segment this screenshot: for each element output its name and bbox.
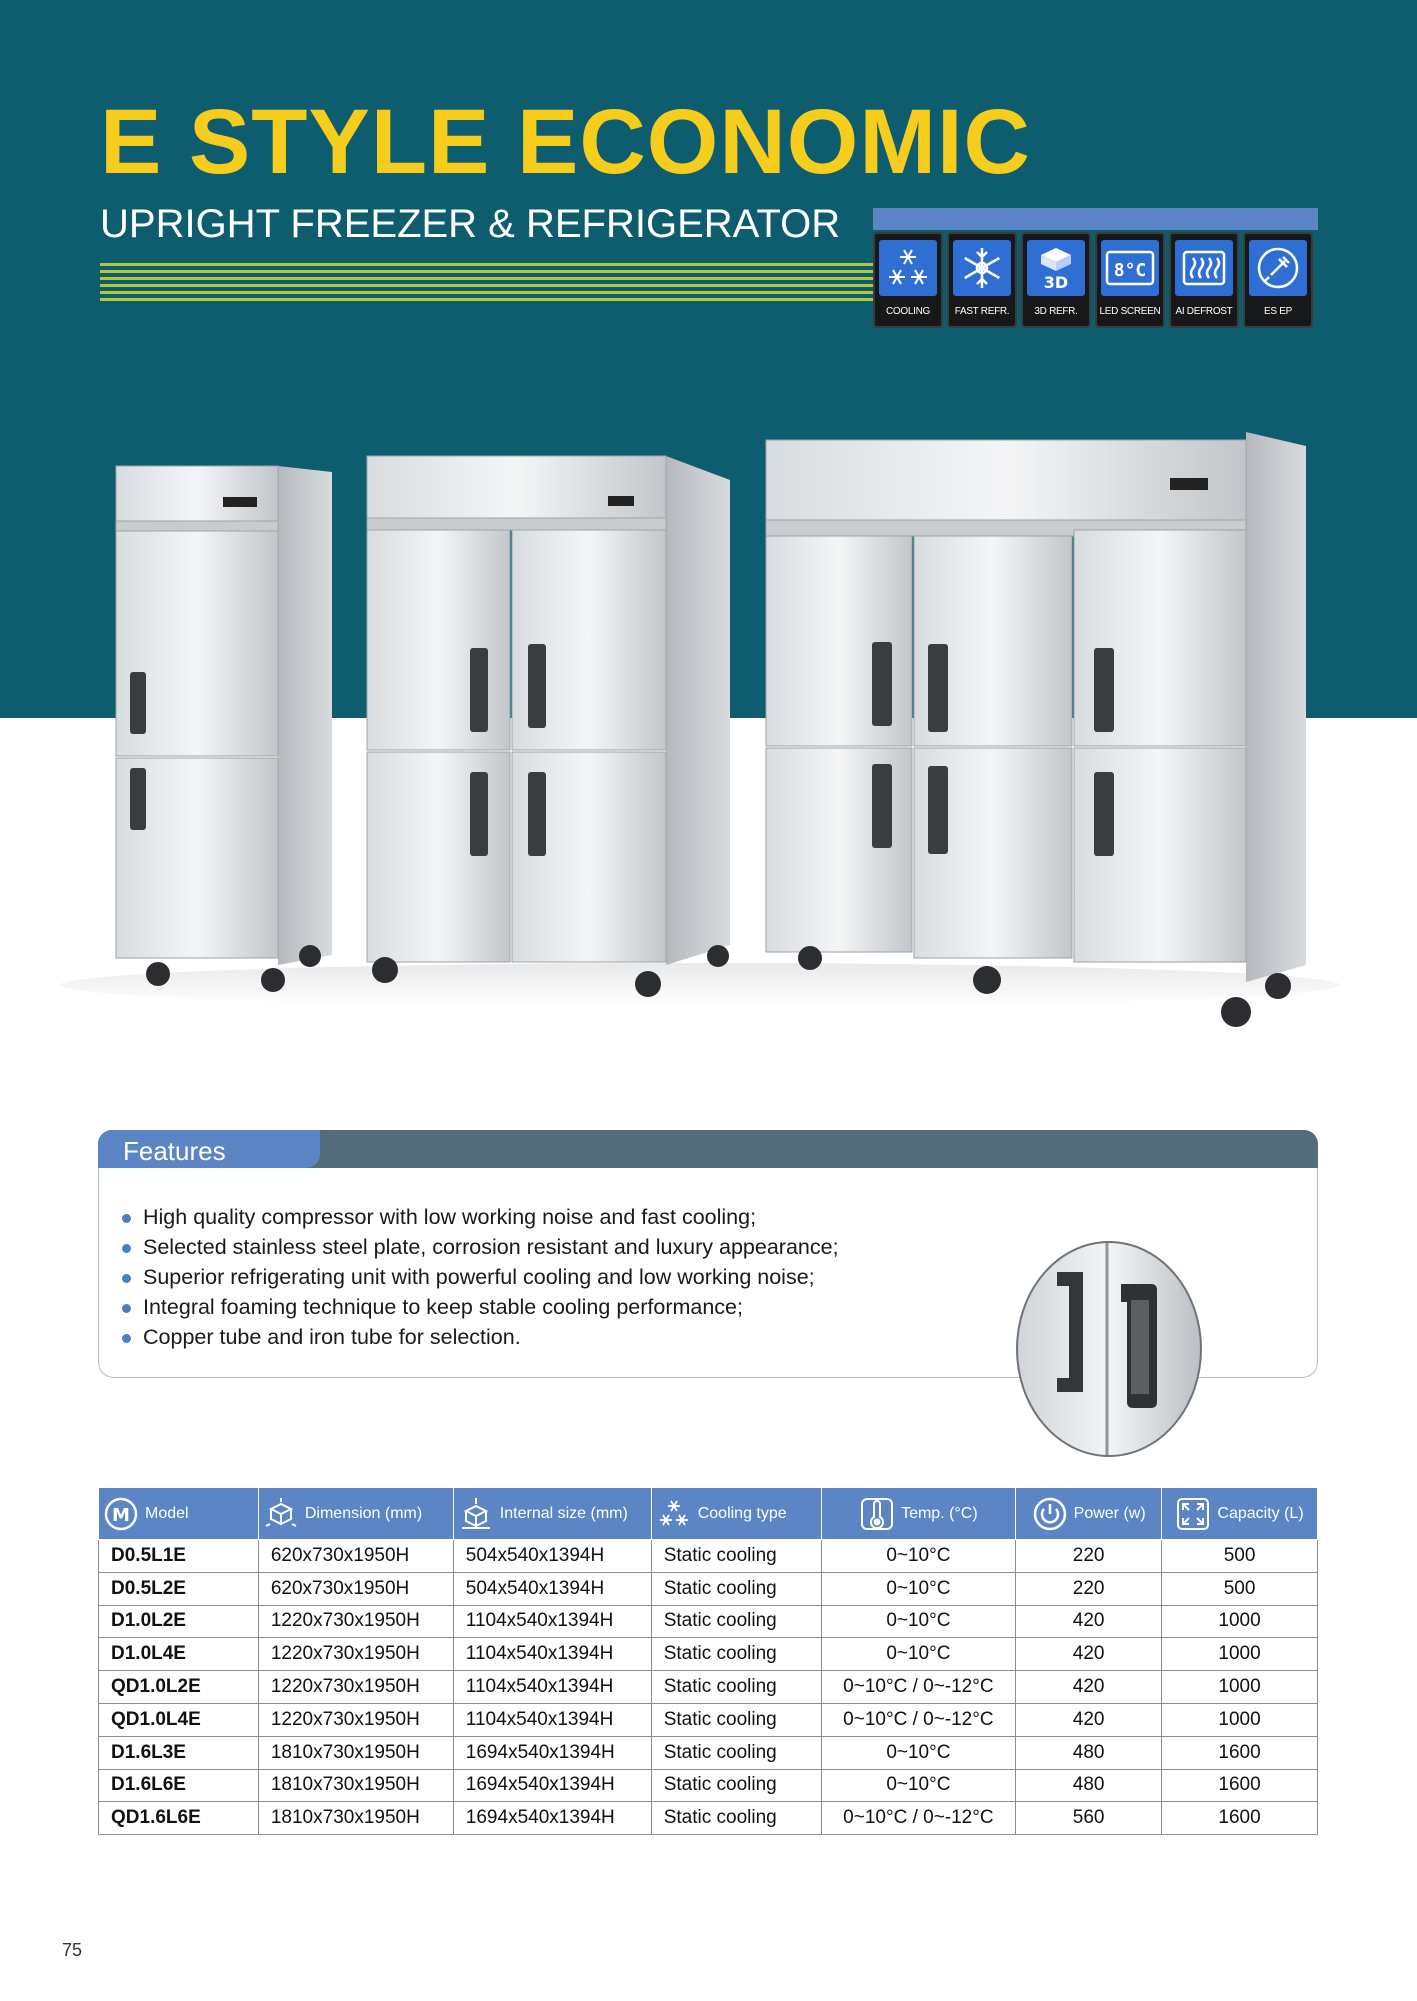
table-row xyxy=(99,1769,1318,1802)
cooling-snowflake-icon xyxy=(656,1496,692,1532)
col-header-power: Power (w) xyxy=(1016,1488,1162,1540)
defrost-heat-icon xyxy=(1181,248,1227,288)
cell-model: D0.5L1E xyxy=(99,1540,259,1573)
page-subtitle: UPRIGHT FREEZER & REFRIGERATOR xyxy=(100,202,841,246)
feature-badge-ai-defrost xyxy=(1169,232,1239,328)
table-cell: 620x730x1950H xyxy=(258,1572,453,1605)
feature-icon-row xyxy=(873,232,1318,328)
table-cell: Static cooling xyxy=(651,1736,821,1769)
feature-label: AI DEFROST xyxy=(1175,306,1233,317)
table-row xyxy=(99,1736,1318,1769)
dimension-box-icon xyxy=(263,1496,299,1532)
table-cell: 1000 xyxy=(1162,1605,1318,1638)
table-cell: 480 xyxy=(1016,1736,1162,1769)
capacity-expand-icon xyxy=(1175,1496,1211,1532)
cell-model: D1.0L2E xyxy=(99,1605,259,1638)
door-handle-closeup-photo xyxy=(1013,1238,1205,1460)
table-cell: 480 xyxy=(1016,1769,1162,1802)
table-cell: 420 xyxy=(1016,1671,1162,1704)
table-cell: Static cooling xyxy=(651,1540,821,1573)
svg-text:3D: 3D xyxy=(1043,273,1069,291)
product-six-door-unit xyxy=(766,432,1306,1027)
table-cell: 0~10°C xyxy=(821,1605,1016,1638)
table-cell: 504x540x1394H xyxy=(453,1572,651,1605)
table-cell: Static cooling xyxy=(651,1605,821,1638)
table-cell: 500 xyxy=(1162,1540,1318,1573)
table-row xyxy=(99,1671,1318,1704)
table-cell: 220 xyxy=(1016,1572,1162,1605)
product-two-door-unit xyxy=(116,466,332,992)
page-number: 75 xyxy=(62,1940,83,1960)
cell-model: D0.5L2E xyxy=(99,1572,259,1605)
spec-table xyxy=(98,1487,1318,1835)
table-cell: 1104x540x1394H xyxy=(453,1638,651,1671)
table-cell: 620x730x1950H xyxy=(258,1540,453,1573)
table-cell: 220 xyxy=(1016,1540,1162,1573)
table-cell: 420 xyxy=(1016,1638,1162,1671)
table-cell: 1104x540x1394H xyxy=(453,1703,651,1736)
table-cell: 1000 xyxy=(1162,1703,1318,1736)
features-list xyxy=(120,1202,839,1352)
product-photo-group xyxy=(0,400,1417,1060)
table-cell: 1694x540x1394H xyxy=(453,1736,651,1769)
table-header-row xyxy=(99,1488,1318,1540)
cell-model: QD1.6L6E xyxy=(99,1802,259,1835)
page-title: E STYLE ECONOMIC xyxy=(100,91,1031,193)
table-cell: 0~10°C xyxy=(821,1769,1016,1802)
table-cell: 504x540x1394H xyxy=(453,1540,651,1573)
table-row xyxy=(99,1605,1318,1638)
table-cell: Static cooling xyxy=(651,1572,821,1605)
model-m-icon xyxy=(103,1496,139,1532)
table-cell: 1220x730x1950H xyxy=(258,1605,453,1638)
table-row xyxy=(99,1638,1318,1671)
internal-size-box-icon xyxy=(458,1496,494,1532)
table-cell: 1104x540x1394H xyxy=(453,1671,651,1704)
feature-item: Integral foaming technique to keep stable cooling performance; xyxy=(120,1292,839,1322)
table-cell: 1000 xyxy=(1162,1671,1318,1704)
thermometer-icon xyxy=(859,1496,895,1532)
table-cell: 1220x730x1950H xyxy=(258,1703,453,1736)
decorative-stripes xyxy=(100,263,875,309)
col-header-internal-size: Internal size (mm) xyxy=(453,1488,651,1540)
table-cell: 0~10°C / 0~-12°C xyxy=(821,1703,1016,1736)
feature-badge-cooling xyxy=(873,232,943,328)
table-row xyxy=(99,1540,1318,1573)
table-row xyxy=(99,1703,1318,1736)
table-cell: Static cooling xyxy=(651,1671,821,1704)
table-cell: 1810x730x1950H xyxy=(258,1736,453,1769)
feature-label: 3D REFR. xyxy=(1034,306,1078,317)
col-header-cooling-type: Cooling type xyxy=(651,1488,821,1540)
cell-model: D1.6L6E xyxy=(99,1769,259,1802)
table-cell: 0~10°C xyxy=(821,1638,1016,1671)
table-cell: 500 xyxy=(1162,1572,1318,1605)
led-display-text: 8°C xyxy=(1113,260,1147,281)
svg-text:M: M xyxy=(112,1504,130,1526)
table-cell: Static cooling xyxy=(651,1769,821,1802)
table-cell: 420 xyxy=(1016,1605,1162,1638)
3d-cube-icon xyxy=(1033,245,1079,291)
col-header-model: M Model xyxy=(99,1488,259,1540)
table-cell: 1694x540x1394H xyxy=(453,1769,651,1802)
table-cell: 1220x730x1950H xyxy=(258,1638,453,1671)
table-row xyxy=(99,1572,1318,1605)
table-cell: 1600 xyxy=(1162,1802,1318,1835)
table-cell: 1600 xyxy=(1162,1736,1318,1769)
table-cell: 1810x730x1950H xyxy=(258,1769,453,1802)
feature-badge-led-screen xyxy=(1095,232,1165,328)
table-cell: 1694x540x1394H xyxy=(453,1802,651,1835)
table-cell: 0~10°C / 0~-12°C xyxy=(821,1802,1016,1835)
table-cell: 0~10°C xyxy=(821,1736,1016,1769)
table-cell: 1810x730x1950H xyxy=(258,1802,453,1835)
table-cell: 420 xyxy=(1016,1703,1162,1736)
table-cell: 0~10°C / 0~-12°C xyxy=(821,1671,1016,1704)
feature-label: COOLING xyxy=(885,306,931,317)
product-four-door-unit xyxy=(367,456,730,997)
snowflake-icon xyxy=(959,245,1005,291)
table-cell: 1104x540x1394H xyxy=(453,1605,651,1638)
col-header-temp: Temp. (°C) xyxy=(821,1488,1016,1540)
led-display-icon xyxy=(1105,248,1155,288)
col-header-capacity: Capacity (L) xyxy=(1162,1488,1318,1540)
power-icon xyxy=(1032,1496,1068,1532)
table-cell: 0~10°C xyxy=(821,1572,1016,1605)
table-cell: Static cooling xyxy=(651,1638,821,1671)
features-heading: Features xyxy=(123,1136,226,1166)
feature-icons-bar xyxy=(873,208,1318,230)
feature-item: Superior refrigerating unit with powerful cooling and low working noise; xyxy=(120,1262,839,1292)
cell-model: D1.0L4E xyxy=(99,1638,259,1671)
table-cell: Static cooling xyxy=(651,1802,821,1835)
table-row xyxy=(99,1802,1318,1835)
table-cell: 1000 xyxy=(1162,1638,1318,1671)
snowflake-cluster-icon xyxy=(885,245,931,291)
table-cell: 560 xyxy=(1016,1802,1162,1835)
feature-item: Selected stainless steel plate, corrosion resistant and luxury appearance; xyxy=(120,1232,839,1262)
table-cell: 1220x730x1950H xyxy=(258,1671,453,1704)
eco-plug-icon xyxy=(1255,245,1301,291)
feature-label: ES EP xyxy=(1264,306,1292,317)
feature-label: LED SCREEN xyxy=(1099,306,1161,317)
table-cell: Static cooling xyxy=(651,1703,821,1736)
cell-model: QD1.0L2E xyxy=(99,1671,259,1704)
feature-item: Copper tube and iron tube for selection. xyxy=(120,1322,839,1352)
feature-label: FAST REFR. xyxy=(954,306,1010,317)
feature-badge-es-ep xyxy=(1243,232,1313,328)
col-header-dimension: Dimension (mm) xyxy=(258,1488,453,1540)
feature-badge-3d-refr xyxy=(1021,232,1091,328)
table-cell: 0~10°C xyxy=(821,1540,1016,1573)
table-cell: 1600 xyxy=(1162,1769,1318,1802)
cell-model: QD1.0L4E xyxy=(99,1703,259,1736)
cell-model: D1.6L3E xyxy=(99,1736,259,1769)
feature-item: High quality compressor with low working noise and fast cooling; xyxy=(120,1202,839,1232)
feature-badge-fast-refr xyxy=(947,232,1017,328)
